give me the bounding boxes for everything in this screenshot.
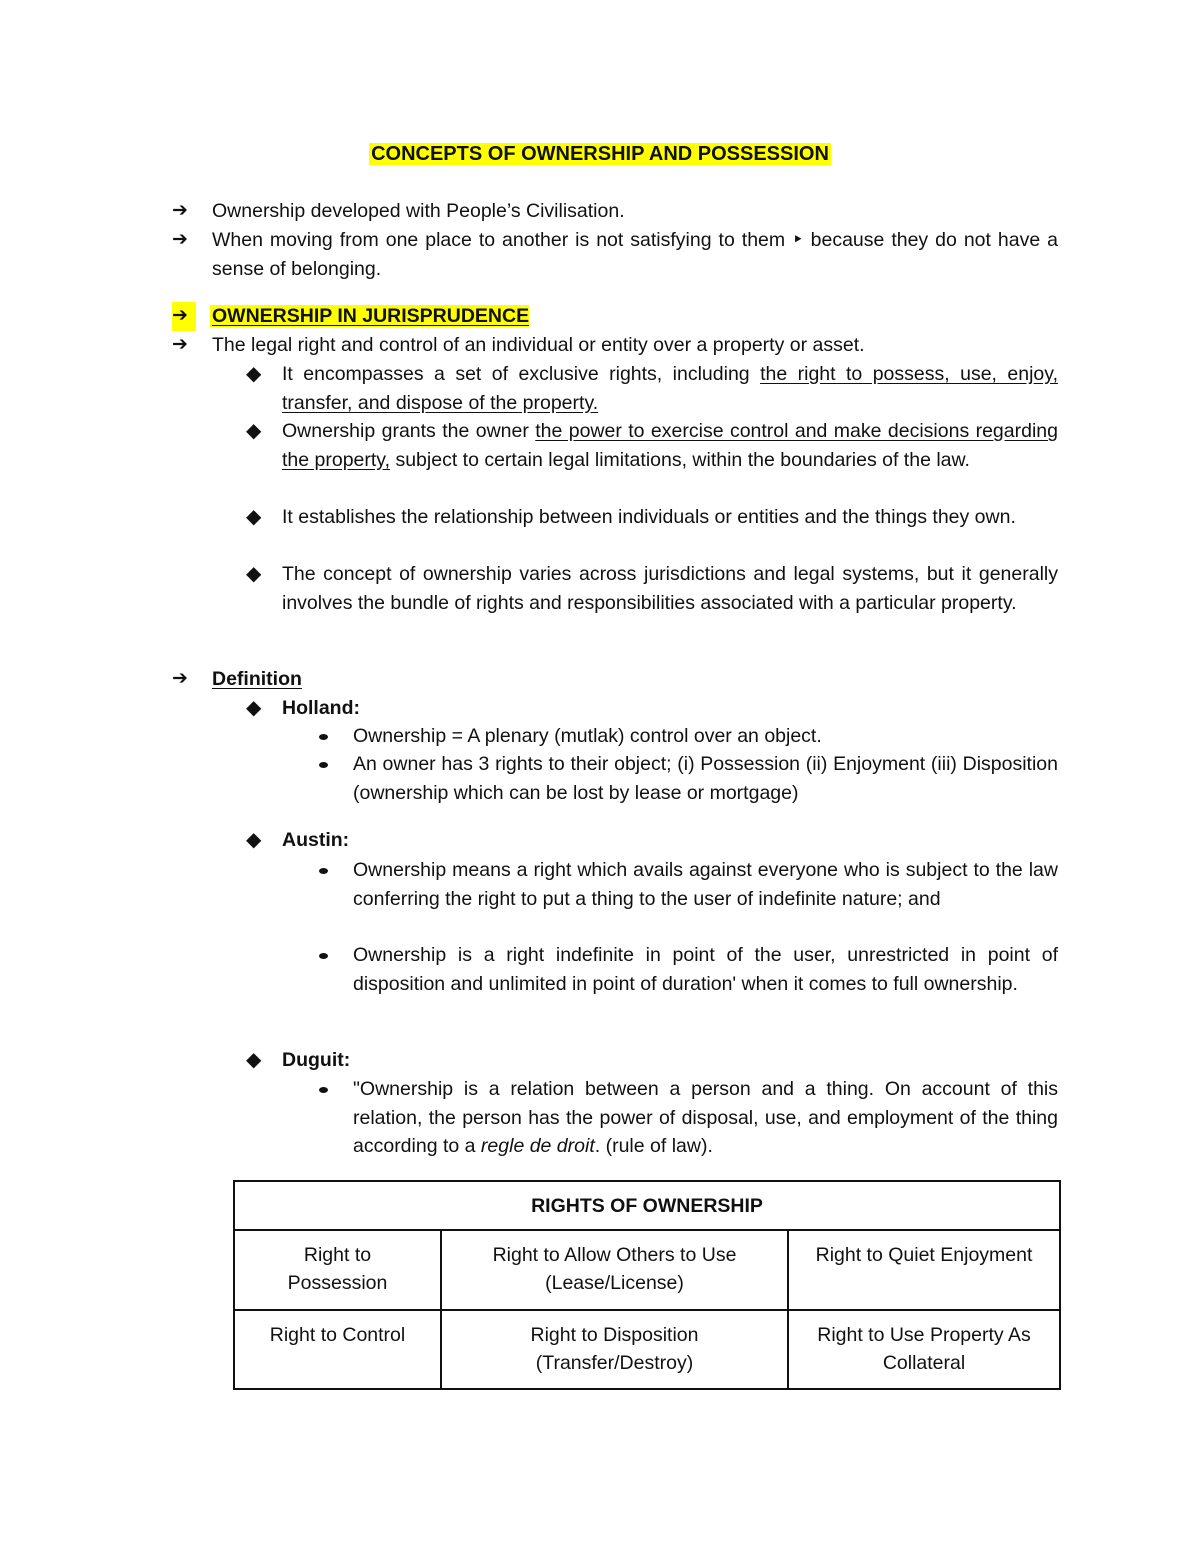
table-cell: Right to Use Property As Collateral <box>788 1310 1060 1389</box>
diamond-bullet-icon: ◆ <box>246 420 262 442</box>
duguit-heading-row <box>246 1046 1058 1075</box>
austin-item-2 <box>316 941 1058 998</box>
point-3-text: It establishes the relationship between individuals or entities and the things they own. <box>282 506 1016 528</box>
page-title <box>0 140 1200 168</box>
jurisprudence-definition-row <box>172 331 1058 360</box>
arrow-icon: ➔ <box>172 229 188 250</box>
arrow-icon: ➔ <box>172 334 188 355</box>
duguit-heading: Duguit: <box>282 1049 351 1071</box>
definition-heading: Definition <box>212 668 302 690</box>
diamond-bullet-icon: ◆ <box>246 563 262 585</box>
table-row <box>234 1230 1060 1310</box>
duguit-text-italic: regle de droit <box>480 1135 595 1157</box>
holland-item-2 <box>316 750 1058 807</box>
intro-bullet-2-part-a: When moving from one place to another is not satisfying to them <box>212 229 786 251</box>
point-1-underlined: the right to possess, use, enjoy, transfer, and dispose of the property. <box>282 363 1058 414</box>
diamond-bullet-icon: ◆ <box>246 506 262 528</box>
diamond-bullet-icon: ◆ <box>246 697 262 719</box>
diamond-bullet-icon: ◆ <box>246 1049 262 1071</box>
holland-item-1 <box>316 722 1058 751</box>
arrow-icon: ➔ <box>172 200 188 221</box>
diamond-bullet-icon: ◆ <box>246 829 262 851</box>
jurisprudence-point-3 <box>246 503 1058 532</box>
austin-item-1 <box>316 856 1058 913</box>
intro-bullet-1-text: Ownership developed with People’s Civilisation. <box>212 200 625 222</box>
point-4-text: The concept of ownership varies across jurisdictions and legal systems, but it generally involves the bundle of rights and responsibilities associated with a particular property. <box>282 563 1058 614</box>
duguit-text-a: "Ownership is a relation between a person and a thing. On account of this relation, the person has the power of disposal, use, and employment of the thing according to a <box>353 1078 1058 1157</box>
jurisprudence-definition: The legal right and control of an individual or entity over a property or asset. <box>212 334 865 356</box>
jurisprudence-point-1 <box>246 360 1058 417</box>
austin-item-1-text: Ownership means a right which avails against everyone who is subject to the law conferring the right to put a thing to the user of indefinite nature; and <box>353 859 1058 910</box>
table-row <box>234 1310 1060 1389</box>
intro-bullet-2-part-b: because they do not have a sense of belonging. <box>212 229 1058 280</box>
holland-heading: Holland: <box>282 697 360 719</box>
arrow-icon: ➔ <box>172 668 188 689</box>
point-1-text: It encompasses a set of exclusive rights, including <box>282 363 761 385</box>
title-text: CONCEPTS OF OWNERSHIP AND POSSESSION <box>371 143 829 165</box>
austin-item-2-text: Ownership is a right indefinite in point of the user, unrestricted in point of disposition and unlimited in point of duration' when it comes to full ownership. <box>353 944 1058 995</box>
austin-heading: Austin: <box>282 829 350 851</box>
arrow-icon: ➔ <box>172 302 196 331</box>
table-cell: Right to Allow Others to Use (Lease/License) <box>441 1230 788 1310</box>
diamond-bullet-icon: ◆ <box>246 363 262 385</box>
point-2-underlined: the power to exercise control and make decisions regarding the property, <box>282 420 1058 471</box>
jurisprudence-point-4 <box>246 560 1058 617</box>
point-2-text-b: subject to certain legal limitations, within the boundaries of the law. <box>390 448 970 471</box>
rights-of-ownership-table <box>233 1180 1061 1390</box>
triangle-marker-icon: ‣ <box>792 229 804 251</box>
holland-item-1-text: Ownership = A plenary (mutlak) control over an object. <box>353 725 822 747</box>
point-2-text-a: Ownership grants the owner <box>282 420 536 442</box>
jurisprudence-point-2 <box>246 417 1058 474</box>
duguit-text-b: . (rule of law). <box>594 1135 713 1157</box>
intro-bullet-1 <box>172 197 1058 226</box>
duguit-item-1 <box>316 1075 1058 1161</box>
table-cell: Right to Possession <box>234 1230 441 1310</box>
intro-bullet-2-text <box>172 226 1058 283</box>
jurisprudence-heading: OWNERSHIP IN JURISPRUDENCE <box>212 305 530 327</box>
holland-heading-row <box>246 694 1058 723</box>
table-cell: Right to Control <box>234 1310 441 1389</box>
table-cell: Right to Disposition (Transfer/Destroy) <box>441 1310 788 1389</box>
intro-bullet-2 <box>172 226 1058 283</box>
table-header-row <box>234 1181 1060 1230</box>
austin-heading-row <box>246 826 1058 855</box>
jurisprudence-heading-row <box>172 302 1058 331</box>
holland-item-2-text: An owner has 3 rights to their object; (i) Possession (ii) Enjoyment (iii) Disposition (ownership which can be lost by lease or mortgage) <box>353 753 1058 804</box>
table-header: RIGHTS OF OWNERSHIP <box>234 1181 1060 1230</box>
table-cell: Right to Quiet Enjoyment <box>788 1230 1060 1310</box>
definition-heading-row <box>172 665 1058 694</box>
